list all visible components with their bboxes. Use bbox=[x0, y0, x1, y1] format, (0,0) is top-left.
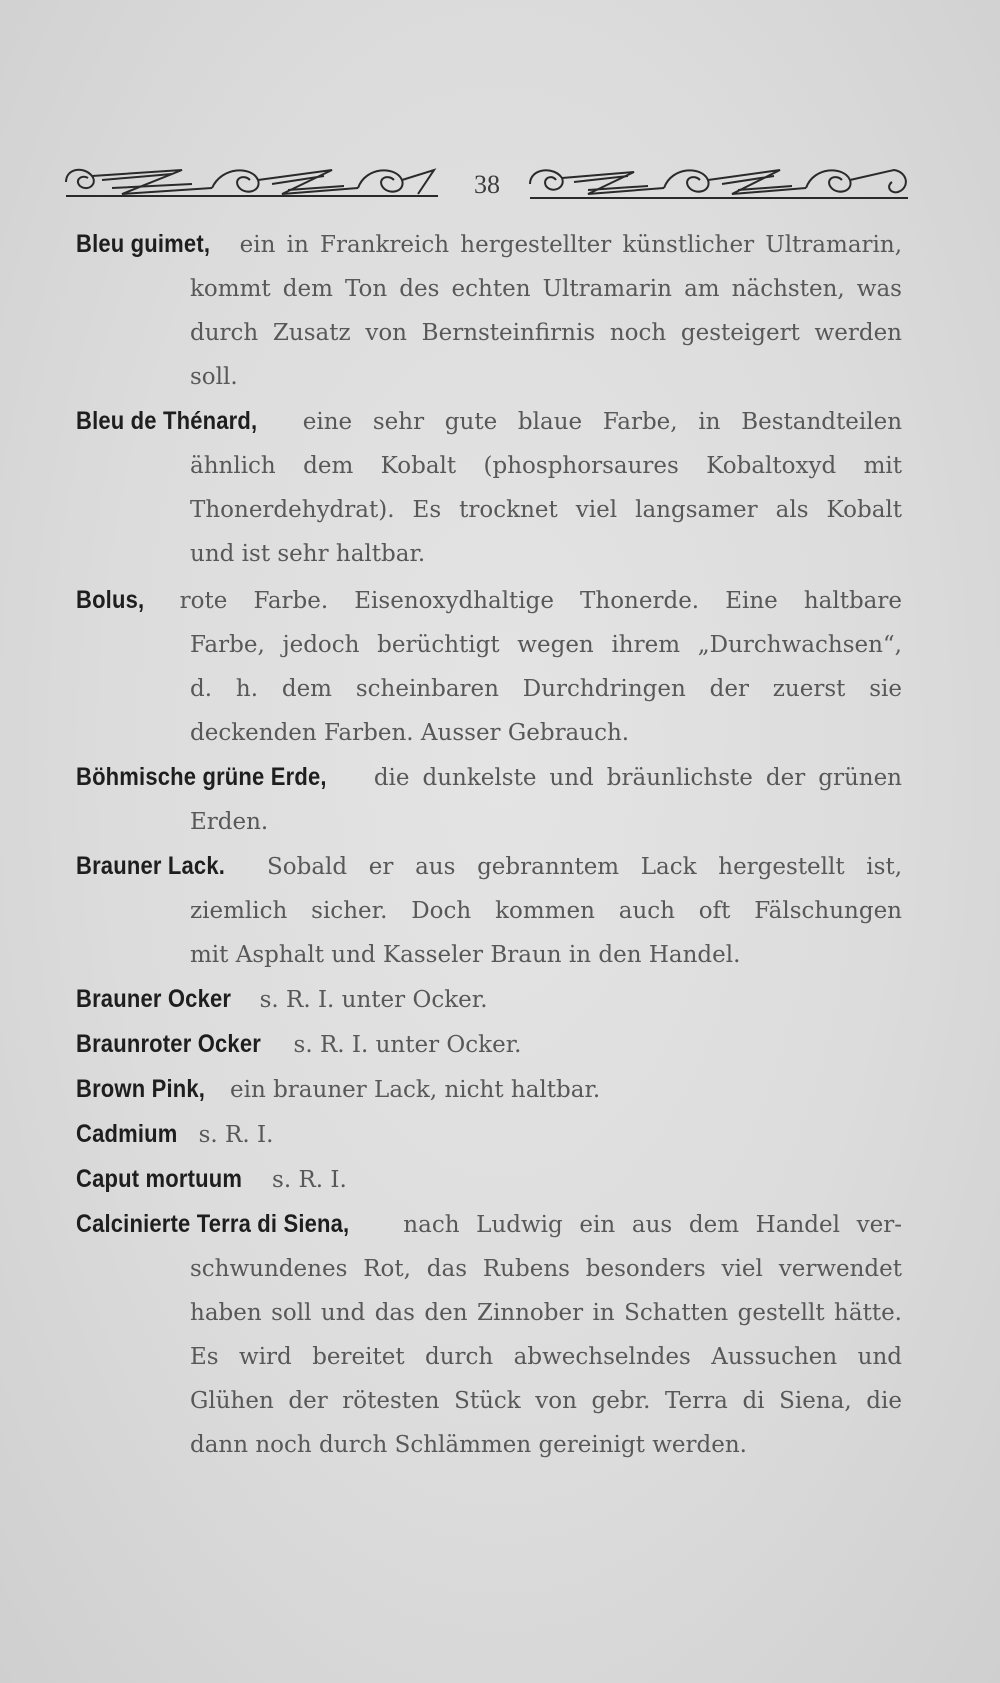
entry-brauner-lack bbox=[76, 844, 902, 977]
entry-headword: Böhmische grüne Erde, bbox=[76, 763, 327, 791]
entry-text-line: soll. bbox=[190, 364, 238, 390]
entry-calcinierte-terra-di-siena bbox=[76, 1202, 902, 1467]
entry-brauner-ocker bbox=[76, 977, 902, 1022]
entry-headword: Bleu de Thénard, bbox=[76, 407, 258, 435]
entry-headword: Bolus, bbox=[76, 586, 145, 614]
entry-text-line: s. R. I. bbox=[198, 1122, 274, 1148]
entry-caput-mortuum bbox=[76, 1157, 902, 1202]
entry-bleu-guimet bbox=[76, 222, 902, 399]
entry-text-line: mit Asphalt und Kasseler Braun in den Handel. bbox=[190, 942, 741, 968]
entry-text-line: haben soll und das den Zinnober in Schatten gestellt hätte. bbox=[190, 1300, 902, 1326]
entry-headword: Braunroter Ocker bbox=[76, 1030, 262, 1058]
entry-text-line: Erden. bbox=[190, 809, 269, 835]
entry-text-line: ziemlich sicher. Doch kommen auch oft Fälschungen bbox=[190, 898, 902, 924]
entry-headword: Brauner Lack. bbox=[76, 852, 226, 880]
entry-text-line: die dunkelste und bräunlichste der grünen bbox=[373, 765, 902, 791]
entry-text-line: deckenden Farben. Ausser Gebrauch. bbox=[190, 720, 630, 746]
entry-headword: Brown Pink, bbox=[76, 1075, 206, 1103]
entry-headword: Brauner Ocker bbox=[76, 985, 232, 1013]
entry-text-line: dann noch durch Schlämmen gereinigt werden. bbox=[190, 1432, 747, 1458]
entry-text-line: s. R. I. unter Ocker. bbox=[259, 987, 488, 1013]
entry-text-line: nach Ludwig ein aus dem Handel ver- bbox=[403, 1212, 902, 1238]
entry-text-line: Glühen der rötesten Stück von gebr. Terra di Siena, die bbox=[190, 1388, 902, 1414]
entry-text-line: rote Farbe. Eisenoxydhaltige Thonerde. Eine haltbare bbox=[179, 588, 902, 614]
entry-text-line: ein brauner Lack, nicht haltbar. bbox=[229, 1077, 601, 1103]
entry-braunroter-ocker bbox=[76, 1022, 902, 1067]
entry-text-line: eine sehr gute blaue Farbe, in Bestandteilen bbox=[302, 409, 903, 435]
entry-text-line: und ist sehr haltbar. bbox=[190, 541, 426, 567]
entry-headword: Caput mortuum bbox=[76, 1165, 243, 1193]
entry-text-line: Farbe, jedoch berüchtigt wegen ihrem „Durchwachsen“, bbox=[190, 632, 902, 658]
entry-text-line: d. h. dem scheinbaren Durchdringen der zuerst sie bbox=[190, 676, 902, 702]
entry-text-line: Es wird bereitet durch abwechselndes Aussuchen und bbox=[190, 1344, 902, 1370]
entry-text-line: ähnlich dem Kobalt (phosphorsaures Kobaltoxyd mit bbox=[190, 453, 902, 479]
entry-text-line: Sobald er aus gebranntem Lack hergestellt ist, bbox=[267, 854, 903, 880]
entry-text-line: kommt dem Ton des echten Ultramarin am nächsten, was bbox=[190, 276, 902, 302]
entry-headword: Bleu guimet, bbox=[76, 230, 211, 258]
dictionary-entries bbox=[76, 222, 902, 1467]
entry-boehmische-gruene-erde bbox=[76, 755, 902, 844]
entry-bleu-de-thenard bbox=[76, 399, 902, 576]
page-header bbox=[62, 158, 912, 204]
entry-headword: Calcinierte Terra di Siena, bbox=[76, 1210, 350, 1238]
entry-bolus bbox=[76, 578, 902, 755]
right-ornament-icon bbox=[524, 158, 914, 204]
entry-text-line: Thonerdehydrat). Es trocknet viel langsamer als Kobalt bbox=[190, 497, 902, 523]
left-ornament-icon bbox=[62, 158, 442, 204]
entry-cadmium bbox=[76, 1112, 902, 1157]
entry-text-line: s. R. I. unter Ocker. bbox=[293, 1032, 522, 1058]
entry-text-line: schwundenes Rot, das Rubens besonders viel verwendet bbox=[190, 1256, 902, 1282]
entry-brown-pink bbox=[76, 1067, 902, 1112]
page-number: 38 bbox=[474, 170, 500, 199]
entry-headword: Cadmium bbox=[76, 1120, 178, 1148]
entry-text-line: s. R. I. bbox=[272, 1167, 347, 1193]
entry-text-line: ein in Frankreich hergestellter künstlicher Ultramarin, bbox=[239, 232, 903, 258]
entry-text-line: durch Zusatz von Bernsteinfirnis noch gesteigert werden bbox=[190, 320, 902, 346]
